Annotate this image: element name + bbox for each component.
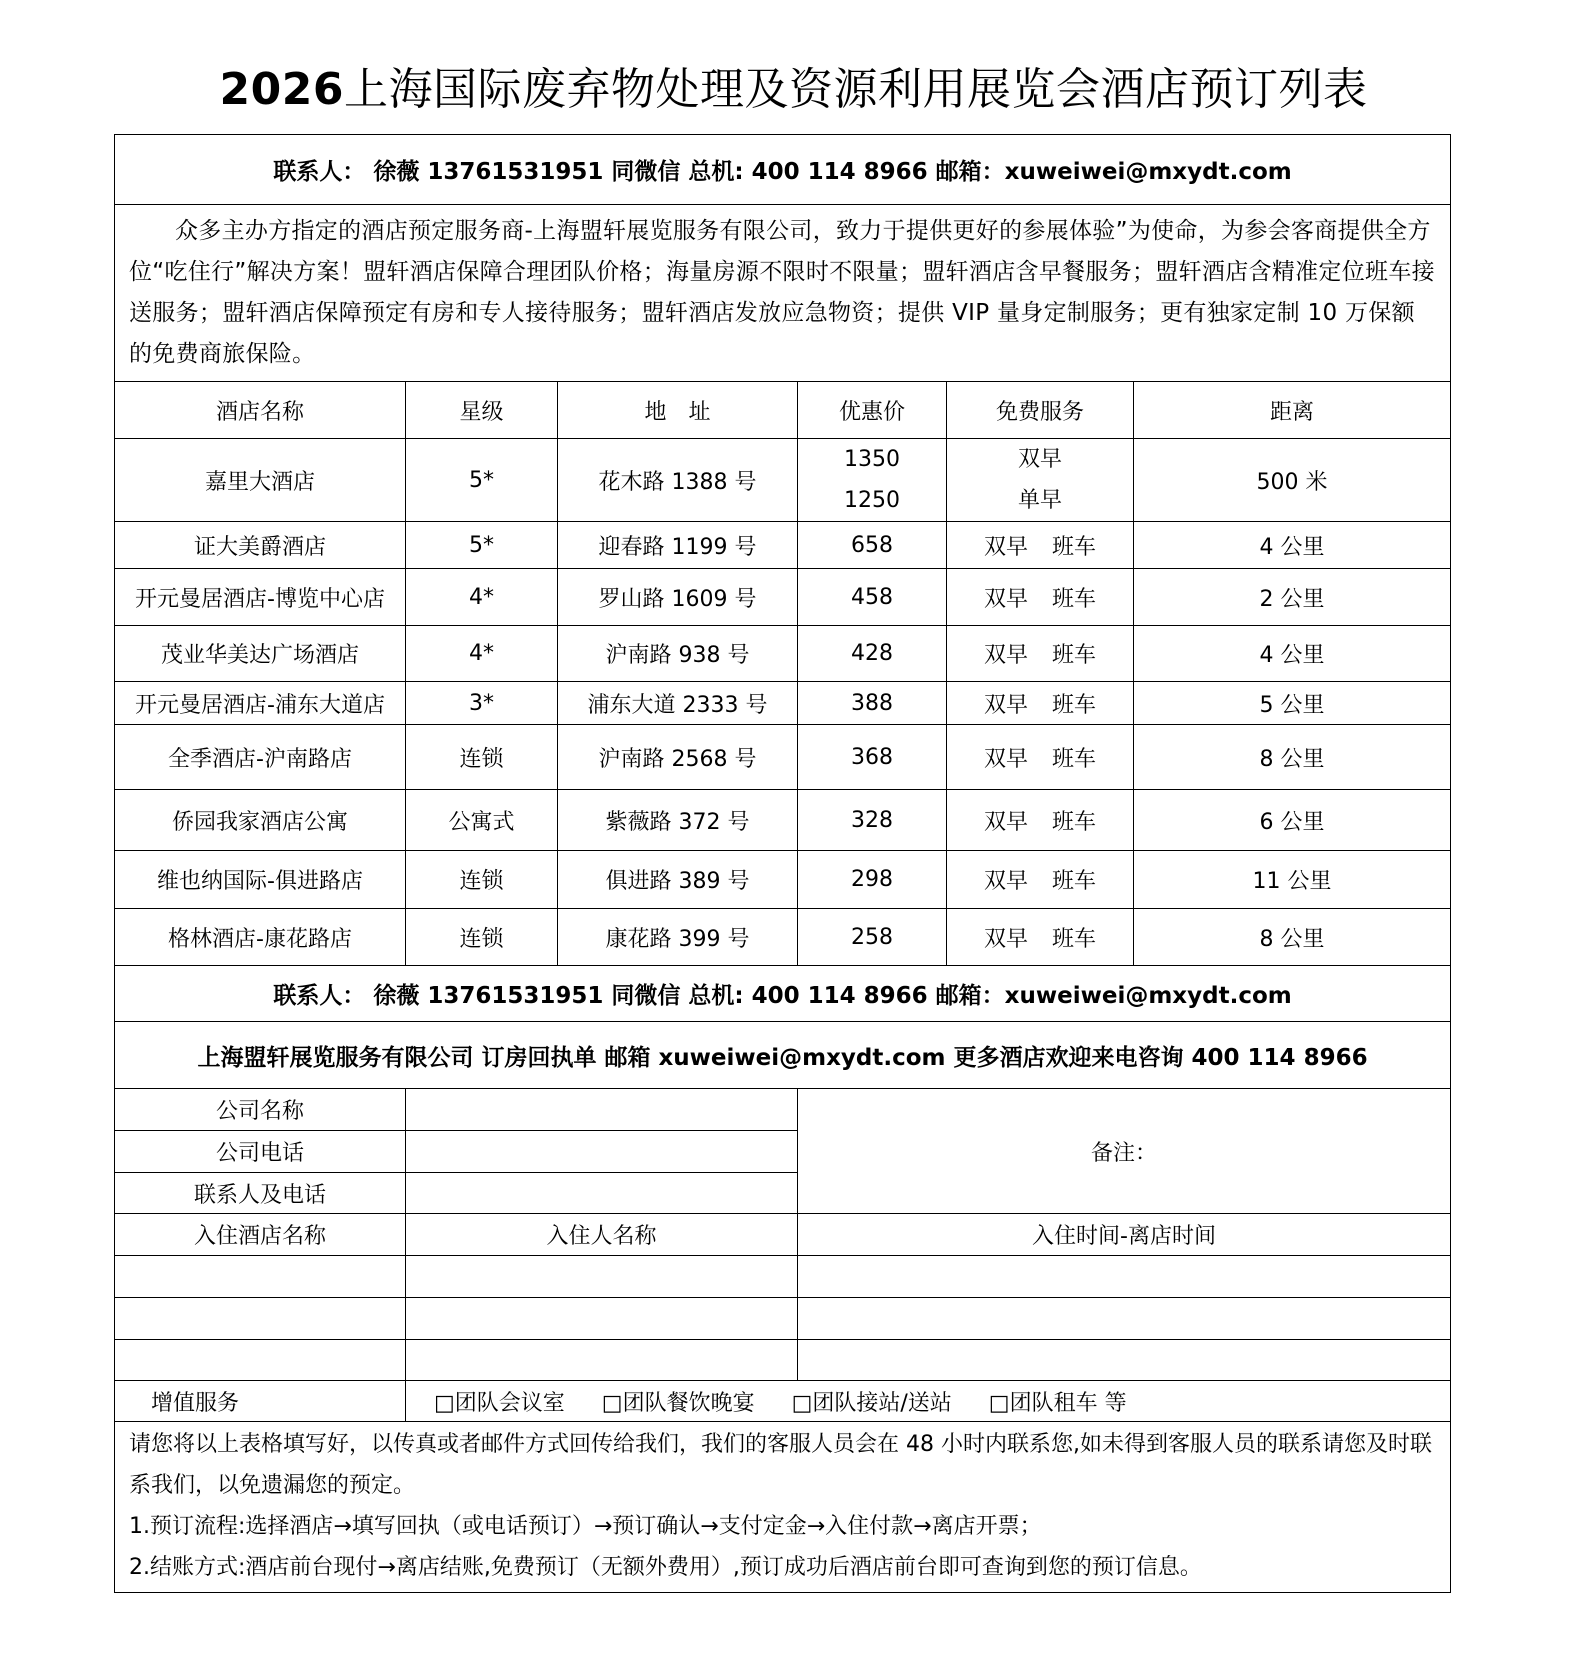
table-row [115, 682, 1451, 725]
table-row [115, 851, 1451, 909]
hotel-address: 紫薇路 372 号 [558, 790, 798, 851]
hotel-address: 俱进路 389 号 [558, 851, 798, 909]
contact-line-2: 联系人： 徐薇 13761531951 同微信 总机: 400 114 8966 邮箱：xuweiwei@mxydt.com [115, 966, 1451, 1022]
contact-person-field[interactable] [406, 1173, 798, 1214]
hotel-name: 证大美爵酒店 [115, 522, 406, 569]
hotel-services [947, 790, 1134, 851]
service-item: 班车 [1052, 926, 1097, 952]
service-item: 双早 [983, 926, 1028, 952]
price-value: 1250 [844, 488, 900, 513]
service-item: 班车 [1052, 692, 1097, 718]
table-row [115, 626, 1451, 682]
hotel-address: 沪南路 938 号 [558, 626, 798, 682]
hotel-distance: 2 公里 [1134, 569, 1451, 626]
hotel-name: 开元曼居酒店-浦东大道店 [115, 682, 406, 725]
guest-name-field[interactable] [406, 1256, 798, 1298]
table-row [115, 790, 1451, 851]
service-item: 班车 [1052, 586, 1097, 612]
hotel-price: 658 [798, 522, 947, 569]
hotel-price [798, 439, 947, 522]
intro-paragraph: 众多主办方指定的酒店预定服务商-上海盟轩展览服务有限公司，致力于提供更好的参展体验”为使命，为参会客商提供全方位“吃住行”解决方案！盟轩酒店保障合理团队价格；海量房源不限时不限量；盟轩酒店含早餐服务；盟轩酒店含精准定位班车接送服务；盟轩酒店保障预定有房和专人接待服务；盟轩酒店发放应急物资；提供 VIP 量身定制服务；更有独家定制 10 万保额的免费商旅保险。 [115, 205, 1451, 382]
stay-dates-field[interactable] [798, 1256, 1451, 1298]
hotel-name: 格林酒店-康花路店 [115, 909, 406, 966]
page-title [0, 60, 1587, 120]
addon-option-meeting-room[interactable]: □团队会议室 [434, 1390, 565, 1416]
hotel-price: 368 [798, 725, 947, 790]
service-item: 班车 [1052, 643, 1097, 668]
hotel-price: 458 [798, 569, 947, 626]
hotel-services [947, 439, 1134, 522]
table-row [115, 909, 1451, 966]
hotel-address: 花木路 1388 号 [558, 439, 798, 522]
hotel-services [947, 851, 1134, 909]
service-item: 双早 [983, 643, 1028, 668]
hotel-services [947, 569, 1134, 626]
service-item: 双早 [1017, 447, 1062, 472]
hotel-price: 258 [798, 909, 947, 966]
hotel-distance: 500 米 [1134, 439, 1451, 522]
hotel-star: 5* [406, 439, 558, 522]
table-row [115, 725, 1451, 790]
hotel-price: 328 [798, 790, 947, 851]
hotel-name-field[interactable] [115, 1340, 406, 1381]
booking-entry-row [115, 1256, 1451, 1298]
hotel-address: 迎春路 1199 号 [558, 522, 798, 569]
hotel-services [947, 522, 1134, 569]
notes-paragraph: 请您将以上表格填写好，以传真或者邮件方式回传给我们，我们的客服人员会在 48 小时内联系您,如未得到客服人员的联系请您及时联系我们，以免遗漏您的预定。 [129, 1432, 1432, 1498]
hotel-distance: 6 公里 [1134, 790, 1451, 851]
service-item: 双早 [983, 746, 1028, 772]
booking-process-note: 1.预订流程:选择酒店→填写回执（或电话预订）→预订确认→支付定金→入住付款→离店开票； [129, 1514, 1042, 1539]
header-hotel-name: 酒店名称 [115, 382, 406, 439]
hotel-price: 298 [798, 851, 947, 909]
table-row [115, 439, 1451, 522]
service-item: 双早 [983, 809, 1028, 835]
hotel-distance: 8 公里 [1134, 909, 1451, 966]
company-name-label: 公司名称 [115, 1089, 406, 1131]
hotel-name: 全季酒店-沪南路店 [115, 725, 406, 790]
hotel-address: 沪南路 2568 号 [558, 725, 798, 790]
table-row [115, 522, 1451, 569]
hotel-services [947, 682, 1134, 725]
service-item: 班车 [1052, 534, 1097, 560]
hotel-services [947, 909, 1134, 966]
stay-dates-field[interactable] [798, 1298, 1451, 1340]
addon-services-options [406, 1381, 1451, 1422]
hotel-star: 3* [406, 682, 558, 725]
hotel-star: 4* [406, 569, 558, 626]
service-item: 双早 [983, 534, 1028, 560]
service-item: 班车 [1052, 809, 1097, 835]
title-year: 2026 [219, 64, 344, 115]
hotel-distance: 4 公里 [1134, 626, 1451, 682]
hotel-name-field[interactable] [115, 1298, 406, 1340]
hotel-price: 388 [798, 682, 947, 725]
table-row [115, 569, 1451, 626]
hotel-name: 侨园我家酒店公寓 [115, 790, 406, 851]
hotel-star: 连锁 [406, 909, 558, 966]
company-name-field[interactable] [406, 1089, 798, 1131]
header-price: 优惠价 [798, 382, 947, 439]
hotel-name: 嘉里大酒店 [115, 439, 406, 522]
hotel-name: 茂业华美达广场酒店 [115, 626, 406, 682]
header-star: 星级 [406, 382, 558, 439]
service-item: 双早 [983, 586, 1028, 612]
service-item: 单早 [1017, 488, 1062, 513]
addon-option-station-transfer[interactable]: □团队接站/送站 [791, 1390, 952, 1416]
hotel-distance: 11 公里 [1134, 851, 1451, 909]
hotel-services [947, 725, 1134, 790]
hotel-star: 连锁 [406, 851, 558, 909]
hotel-address: 罗山路 1609 号 [558, 569, 798, 626]
hotel-star: 公寓式 [406, 790, 558, 851]
hotel-star: 5* [406, 522, 558, 569]
booking-entry-row [115, 1340, 1451, 1381]
stay-dates-field[interactable] [798, 1340, 1451, 1381]
header-address: 地 址 [558, 382, 798, 439]
booking-entry-row [115, 1298, 1451, 1340]
company-phone-label: 公司电话 [115, 1131, 406, 1173]
hotel-distance: 4 公里 [1134, 522, 1451, 569]
hotel-distance: 8 公里 [1134, 725, 1451, 790]
contact-person-label: 联系人及电话 [115, 1173, 406, 1214]
hotel-address: 浦东大道 2333 号 [558, 682, 798, 725]
contact-line: 联系人： 徐薇 13761531951 同微信 总机: 400 114 8966 邮箱：xuweiwei@mxydt.com [115, 135, 1451, 205]
guest-name-field[interactable] [406, 1298, 798, 1340]
header-services: 免费服务 [947, 382, 1134, 439]
remarks-field[interactable] [798, 1089, 1451, 1214]
hotel-name-field[interactable] [115, 1256, 406, 1298]
hotel-distance: 5 公里 [1134, 682, 1451, 725]
company-phone-field[interactable] [406, 1131, 798, 1173]
remarks-label: 备注： [1091, 1140, 1158, 1166]
hotel-name: 维也纳国际-俱进路店 [115, 851, 406, 909]
hotel-name: 开元曼居酒店-博览中心店 [115, 569, 406, 626]
service-item: 双早 [983, 869, 1028, 894]
service-item: 班车 [1052, 869, 1097, 894]
hotel-address: 康花路 399 号 [558, 909, 798, 966]
stay-dates-header: 入住时间-离店时间 [798, 1214, 1451, 1256]
price-value: 1350 [844, 447, 900, 472]
title-text: 上海国际废弃物处理及资源利用展览会酒店预订列表 [343, 64, 1368, 115]
receipt-header: 上海盟轩展览服务有限公司 订房回执单 邮箱 xuweiwei@mxydt.com 更多酒店欢迎来电咨询 400 114 8966 [115, 1022, 1451, 1089]
guest-name-header: 入住人名称 [406, 1214, 798, 1256]
service-item: 班车 [1052, 746, 1097, 772]
notes-section [115, 1422, 1451, 1593]
addon-services-label: 增值服务 [115, 1381, 406, 1422]
hotel-table-header [115, 382, 1451, 439]
header-distance: 距离 [1134, 382, 1451, 439]
addon-option-dining-banquet[interactable]: □团队餐饮晚宴 [601, 1390, 755, 1416]
hotel-price: 428 [798, 626, 947, 682]
hotel-services [947, 626, 1134, 682]
hotel-booking-sheet [114, 134, 1451, 1593]
hotel-star: 4* [406, 626, 558, 682]
addon-option-car-rental[interactable]: □团队租车 等 [988, 1390, 1127, 1416]
guest-name-field[interactable] [406, 1340, 798, 1381]
service-item: 双早 [983, 692, 1028, 718]
payment-method-note: 2.结账方式:酒店前台现付→离店结账,免费预订（无额外费用）,预订成功后酒店前台即可查询到您的预订信息。 [129, 1555, 1202, 1580]
checkin-hotel-header: 入住酒店名称 [115, 1214, 406, 1256]
hotel-star: 连锁 [406, 725, 558, 790]
